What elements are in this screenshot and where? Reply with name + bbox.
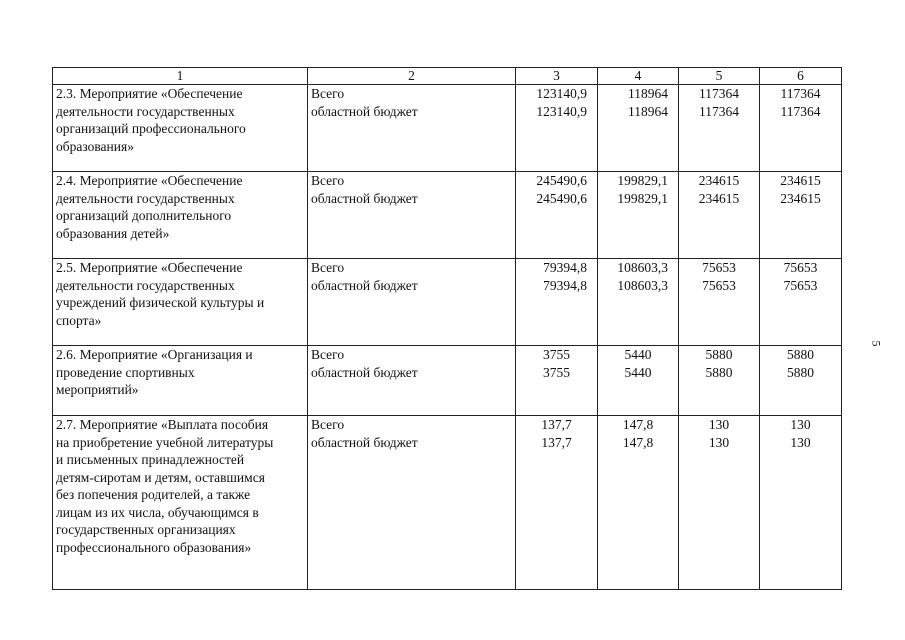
value-regional: 3755 [543,364,570,380]
funding-type-cell [308,416,516,590]
value-regional: 5880 [705,364,733,380]
value-col-4 [598,172,679,259]
value-col-5 [679,172,760,259]
header-col-3: 3 [516,68,598,85]
value-regional: 123140,9 [536,103,587,119]
funding-type-total: Всего [311,173,345,188]
value-total: 245490,6 [536,173,587,188]
value-regional: 79394,8 [543,277,587,293]
table-row [53,172,842,259]
value-col-5 [679,416,760,590]
funding-type-regional: областной бюджет [311,103,418,119]
table-row [53,416,842,590]
value-regional: 199829,1 [617,190,668,206]
page-number: 5 [869,340,884,347]
value-col-3 [516,346,598,416]
value-col-6 [760,172,842,259]
value-col-4 [598,346,679,416]
value-total: 130 [790,417,811,432]
value-total: 123140,9 [536,86,587,101]
measure-description: 2.5. Мероприятие «Обеспечение деятельности государственных учреждений физической культуры и спорта» [53,259,308,346]
value-col-6 [760,346,842,416]
value-total: 234615 [780,173,821,188]
value-regional: 75653 [702,277,736,293]
value-total: 234615 [698,173,740,188]
funding-type-regional: областной бюджет [311,190,418,206]
value-total: 108603,3 [617,260,668,275]
value-regional: 117364 [780,103,821,119]
value-total: 5440 [624,347,652,362]
value-total: 117364 [699,86,739,101]
value-total: 199829,1 [617,173,668,188]
value-col-5 [679,259,760,346]
value-regional: 5440 [624,364,652,380]
value-total: 130 [708,417,730,432]
header-row [53,68,842,85]
value-col-5 [679,346,760,416]
measure-description: 2.3. Мероприятие «Обеспечение деятельности государственных организаций профессионального образования» [53,85,308,172]
value-total: 147,8 [622,417,654,432]
value-total: 5880 [787,347,814,362]
funding-type-cell [308,346,516,416]
measure-description: 2.4. Мероприятие «Обеспечение деятельности государственных организаций дополнительного образования детей» [53,172,308,259]
value-col-5 [679,85,760,172]
value-regional: 130 [790,434,811,450]
value-total: 75653 [783,260,818,275]
value-col-3 [516,259,598,346]
measure-description: 2.7. Мероприятие «Выплата пособия на приобретение учебной литературы и письменных принадлежностей детям-сиротам и детям, оставшимся без попечения родителей, а также лицам из их числа, обучающимся в государственных организациях профессионального образования» [53,416,308,590]
value-total: 75653 [702,260,736,275]
funding-type-cell [308,172,516,259]
value-regional: 75653 [783,277,818,293]
value-total: 5880 [705,347,733,362]
funding-type-total: Всего [311,86,345,101]
funding-type-total: Всего [311,347,345,362]
value-total: 118964 [628,86,668,101]
value-col-4 [598,259,679,346]
value-total: 79394,8 [543,260,587,275]
funding-type-regional: областной бюджет [311,364,418,380]
funding-type-total: Всего [311,417,345,432]
value-regional: 5880 [787,364,814,380]
header-col-6: 6 [760,68,842,85]
value-regional: 117364 [699,103,739,119]
value-regional: 147,8 [622,434,654,450]
value-total: 137,7 [541,417,572,432]
value-regional: 234615 [780,190,821,206]
value-regional: 108603,3 [617,277,668,293]
value-col-6 [760,259,842,346]
header-col-5: 5 [679,68,760,85]
header-col-4: 4 [598,68,679,85]
value-total: 3755 [543,347,570,362]
table-row [53,85,842,172]
budget-table [52,67,842,590]
funding-type-cell [308,259,516,346]
value-regional: 118964 [628,103,668,119]
value-regional: 137,7 [541,434,572,450]
value-col-4 [598,85,679,172]
value-regional: 130 [708,434,730,450]
value-col-4 [598,416,679,590]
table-row [53,346,842,416]
value-regional: 245490,6 [536,190,587,206]
value-col-3 [516,172,598,259]
value-col-3 [516,85,598,172]
funding-type-cell [308,85,516,172]
funding-type-regional: областной бюджет [311,434,418,450]
value-regional: 234615 [698,190,740,206]
header-col-2: 2 [308,68,516,85]
funding-type-total: Всего [311,260,345,275]
table-row [53,259,842,346]
funding-type-regional: областной бюджет [311,277,418,293]
measure-description: 2.6. Мероприятие «Организация и проведение спортивных мероприятий» [53,346,308,416]
value-total: 117364 [780,86,821,101]
header-col-1: 1 [53,68,308,85]
value-col-6 [760,85,842,172]
value-col-6 [760,416,842,590]
value-col-3 [516,416,598,590]
